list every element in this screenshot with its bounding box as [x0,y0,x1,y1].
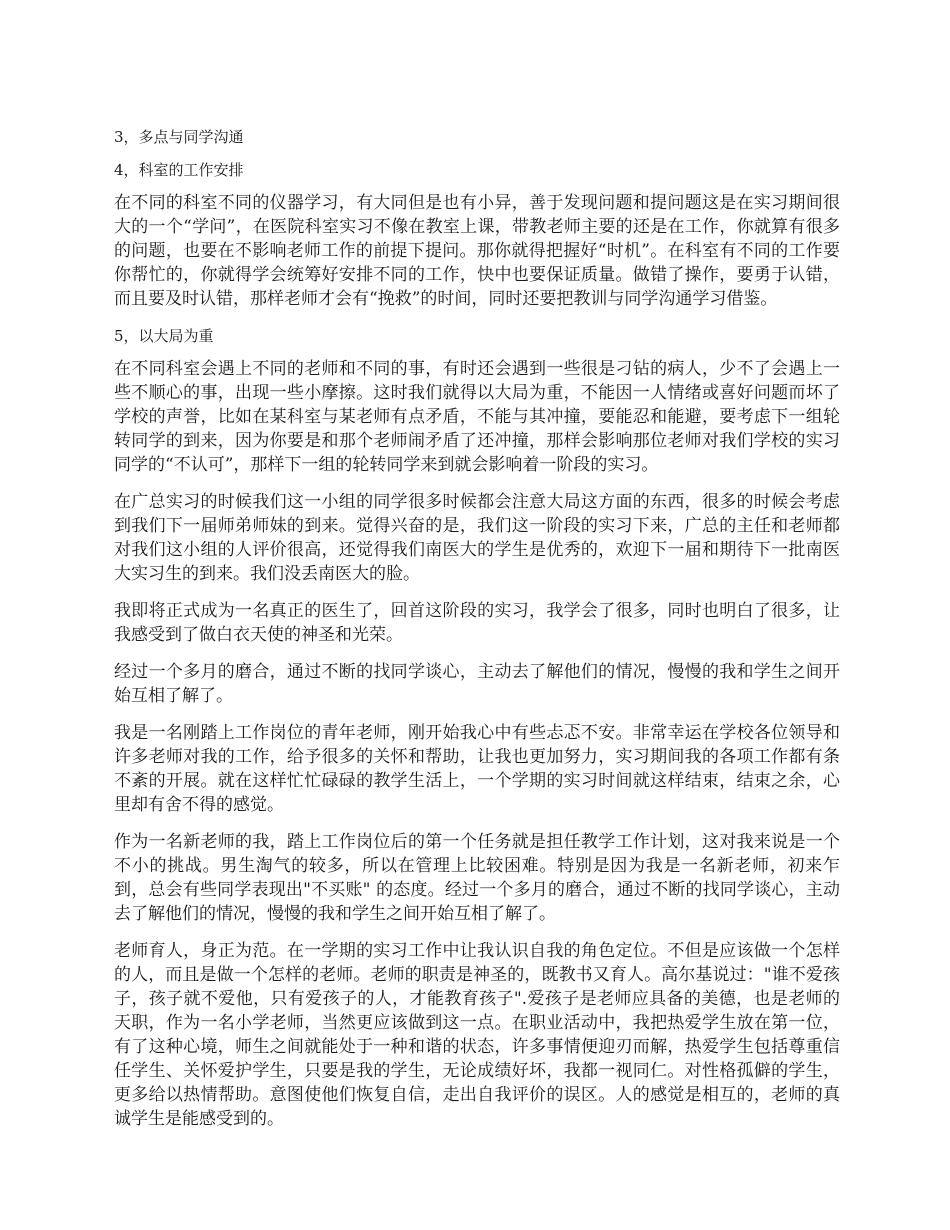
paragraph-month-adjustment: 经过一个多月的磨合，通过不断的找同学谈心，主动去了解他们的情况，慢慢的我和学生之间开始互相了解了。 [114,662,840,706]
paragraph-department-work: 在不同的科室不同的仪器学习，有大同但是也有小异，善于发现问题和提问题这是在实习期间很大的一个“学问”，在医院科室实习不像在教室上课，带教老师主要的还是在工作，你就算有很多的问题，也要在不影响老师工作的前提下提问。那你就得把握好“时机”。在科室有不同的工作要你帮忙的，你就得学会统筹好安排不同的工作，快中也要保证质量。做错了操作，要勇于认错，而且要及时认错，那样老师才会有“挽救”的时间，同时还要把教训与同学沟通学习借鉴。 [114,193,840,309]
document-body [114,125,840,1144]
section-heading-5: 5，以大局为重 [114,327,214,345]
section-heading-4: 4，科室的工作安排 [114,161,244,179]
paragraph-becoming-doctor: 我即将正式成为一名真正的医生了，回首这阶段的实习，我学会了很多，同时也明白了很多，让我感受到了做白衣天使的神圣和光荣。 [114,601,840,645]
paragraph-new-teacher-challenge: 作为一名新老师的我，踏上工作岗位后的第一个任务就是担任教学工作计划，这对我来说是一个不小的挑战。男生淘气的较多，所以在管理上比较困难。特别是因为我是一名新老师，初来乍到，总会有些同学表现出"不买账" 的态度。经过一个多月的磨合，通过不断的找同学谈心，主动去了解他们的情况，慢慢的我和学生之间开始互相了解了。 [114,832,840,924]
paragraph-guangzong-internship: 在广总实习的时候我们这一小组的同学很多时候都会注意大局这方面的东西，很多的时候会考虑到我们下一届师弟师妹的到来。觉得兴奋的是，我们这一阶段的实习下来，广总的主任和老师都对我们这小组的人评价很高，还觉得我们南医大的学生是优秀的，欢迎下一届和期待下一批南医大实习生的到来。我们没丢南医大的脸。 [114,492,840,584]
paragraph-young-teacher: 我是一名刚踏上工作岗位的青年老师，刚开始我心中有些忐忑不安。非常幸运在学校各位领导和许多老师对我的工作，给予很多的关怀和帮助，让我也更加努力，实习期间我的各项工作都有条不紊的开展。就在这样忙忙碌碌的教学生活上，一个学期的实习时间就这样结束，结束之余，心里却有舍不得的感觉。 [114,723,840,815]
paragraph-teacher-role: 老师育人，身正为范。在一学期的实习工作中让我认识自我的角色定位。不但是应该做一个怎样的人，而且是做一个怎样的老师。老师的职责是神圣的，既教书又育人。高尔基说过："谁不爱孩子，孩子就不爱他，只有爱孩子的人，才能教育孩子".爱孩子是老师应具备的美德，也是老师的天职，作为一名小学老师，当然更应该做到这一点。在职业活动中，我把热爱学生放在第一位，有了这种心境，师生之间就能处于一种和谐的状态，许多事情便迎刃而解，热爱学生包括尊重信任学生、关怀爱护学生，只要是我的学生，无论成绩好坏，我都一视同仁。对性格孤僻的学生，更多给以热情帮助。意图使他们恢复自信，走出自我评价的误区。人的感觉是相互的，老师的真诚学生是能感受到的。 [114,941,840,1129]
paragraph-big-picture: 在不同科室会遇上不同的老师和不同的事，有时还会遇到一些很是刁钻的病人，少不了会遇上一些不顺心的事，出现一些小摩擦。这时我们就得以大局为重，不能因一人情绪或喜好问题而坏了学校的声誉，比如在某科室与某老师有点矛盾，不能与其冲撞，要能忍和能避，要考虑下一组轮转同学的到来，因为你要是和那个老师闹矛盾了还冲撞，那样会影响那位老师对我们学校的实习同学的“不认可”，那样下一组的轮转同学来到就会影响着一阶段的实习。 [114,359,840,475]
section-heading-3: 3，多点与同学沟通 [114,128,244,146]
